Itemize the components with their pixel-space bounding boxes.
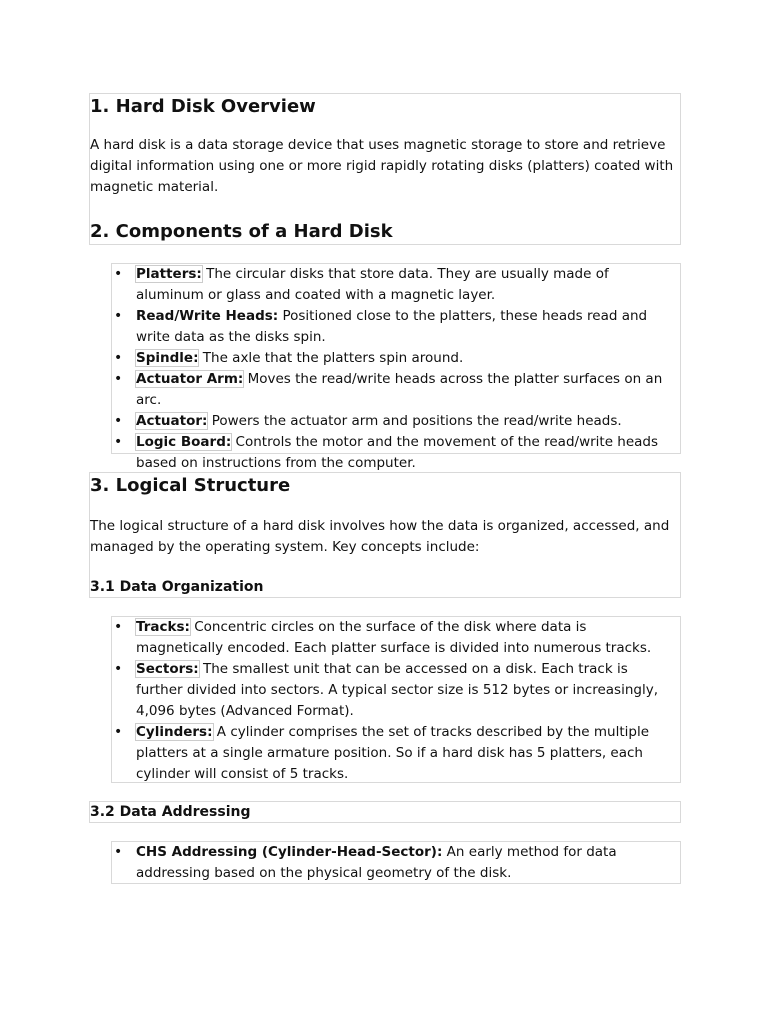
data-organization-list-box	[111, 616, 681, 783]
data-addressing-list-box	[111, 841, 681, 884]
list-item-term: Platters:	[136, 266, 202, 282]
list-item-term: Spindle:	[136, 350, 199, 366]
list-item-text: Positioned close to the platters, these heads read and write data as the disks spin.	[136, 308, 648, 345]
list-item-text: Controls the motor and the movement of the read/write heads based on instructions from the computer.	[136, 434, 659, 471]
list-item	[112, 306, 680, 348]
list-item-text: Concentric circles on the surface of the disk where data is magnetically encoded. Each platter surface is divided into numerous tracks.	[136, 619, 652, 656]
list-item-term: Cylinders:	[136, 724, 213, 740]
overview-paragraph: A hard disk is a data storage device that uses magnetic storage to store and retrieve digital information using one or more rigid rapidly rotating disks (platters) coated with magnetic material.	[90, 137, 674, 195]
list-item-term: Read/Write Heads:	[136, 308, 279, 324]
section-hard-disk-overview	[89, 93, 681, 245]
heading-data-addressing: 3.2 Data Addressing	[90, 804, 251, 820]
data-organization-list	[112, 617, 680, 785]
heading-components: 2. Components of a Hard Disk	[90, 221, 393, 242]
list-item-term: Actuator:	[136, 413, 208, 429]
heading-data-organization: 3.1 Data Organization	[90, 579, 264, 595]
section-logical-structure	[89, 472, 681, 598]
list-item	[112, 264, 680, 306]
list-item-text: Moves the read/write heads across the platter surfaces on an arc.	[136, 371, 663, 408]
list-item	[112, 432, 680, 474]
list-item-text: Powers the actuator arm and positions the read/write heads.	[207, 413, 622, 429]
list-item-text: The smallest unit that can be accessed on a disk. Each track is further divided into sectors. A typical sector size is 512 bytes or increasingly, 4,096 bytes (Advanced Format).	[136, 661, 658, 719]
list-item-term: CHS Addressing (Cylinder-Head-Sector):	[136, 844, 443, 860]
list-item	[112, 411, 680, 432]
components-list	[112, 264, 680, 474]
heading-hard-disk-overview: 1. Hard Disk Overview	[90, 96, 316, 117]
list-item	[112, 369, 680, 411]
data-addressing-list	[112, 842, 680, 884]
list-item-text: The circular disks that store data. They are usually made of aluminum or glass and coated with a magnetic layer.	[136, 266, 609, 303]
list-item	[112, 617, 680, 659]
components-list-box	[111, 263, 681, 471]
list-item	[112, 722, 680, 785]
logical-structure-paragraph: The logical structure of a hard disk involves how the data is organized, accessed, and managed by the operating system. Key concepts include:	[90, 518, 670, 555]
list-item-term: Sectors:	[136, 661, 199, 677]
heading-logical-structure: 3. Logical Structure	[90, 475, 291, 496]
list-item-text: A cylinder comprises the set of tracks described by the multiple platters at a single armature position. So if a hard disk has 5 platters, each cylinder will consist of 5 tracks.	[136, 724, 650, 782]
list-item-term: Actuator Arm:	[136, 371, 244, 387]
list-item	[112, 348, 680, 369]
list-item	[112, 659, 680, 722]
list-item-term: Tracks:	[136, 619, 190, 635]
list-item-text: The axle that the platters spin around.	[198, 350, 464, 366]
list-item-text: An early method for data addressing based on the physical geometry of the disk.	[136, 844, 617, 881]
list-item-term: Logic Board:	[136, 434, 232, 450]
list-item	[112, 842, 680, 884]
section-data-addressing	[89, 801, 681, 823]
